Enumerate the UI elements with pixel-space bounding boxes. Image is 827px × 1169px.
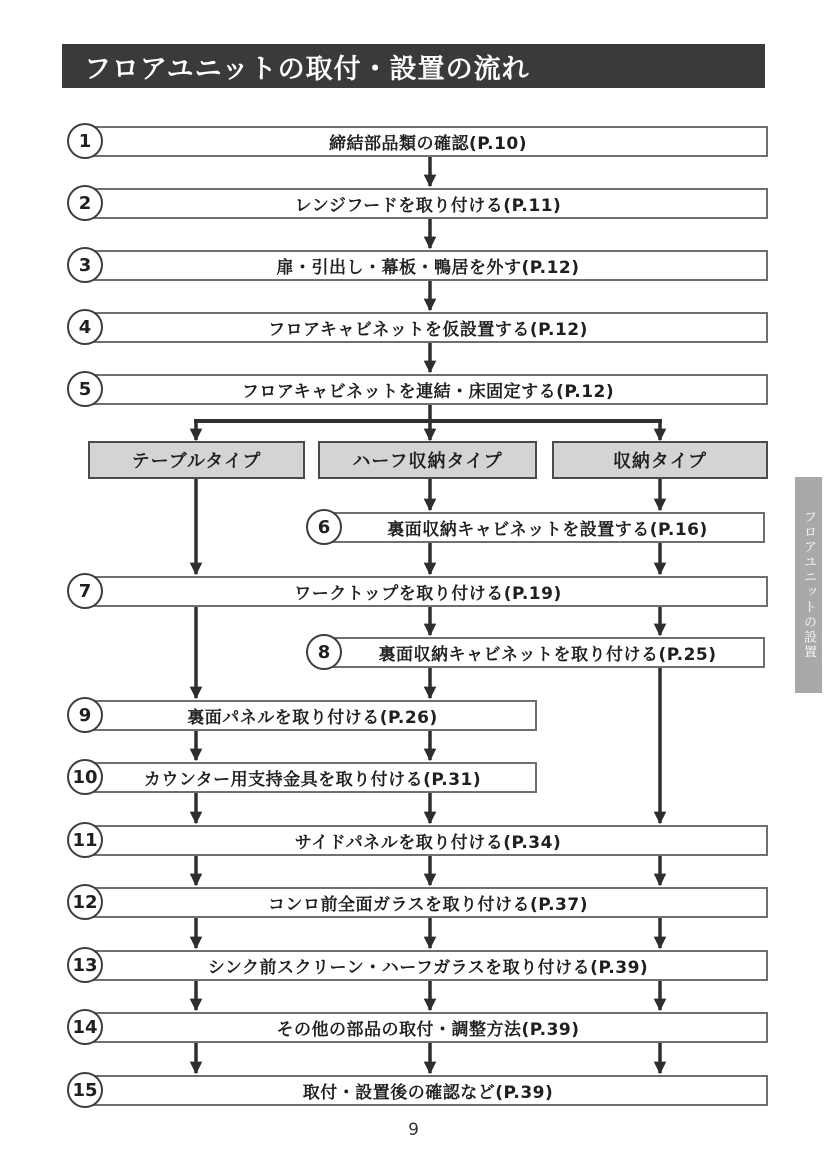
page-number: 9 (408, 1120, 419, 1140)
step-circle-15: 15 (67, 1072, 103, 1108)
step-circle-12: 12 (67, 884, 103, 920)
step-box-8: 裏面収納キャビネットを取り付ける(P.25) (330, 637, 765, 668)
step-box-12: コンロ前全面ガラスを取り付ける(P.37) (88, 887, 768, 918)
branch-box-half-storage-type: ハーフ収納タイプ (318, 441, 537, 479)
step-circle-6: 6 (306, 509, 342, 545)
step-box-3: 扉・引出し・幕板・鴨居を外す(P.12) (88, 250, 768, 281)
step-box-7: ワークトップを取り付ける(P.19) (88, 576, 768, 607)
step-box-9: 裏面パネルを取り付ける(P.26) (88, 700, 537, 731)
step-box-11: サイドパネルを取り付ける(P.34) (88, 825, 768, 856)
step-circle-13: 13 (67, 947, 103, 983)
step-circle-7: 7 (67, 573, 103, 609)
step-circle-10: 10 (67, 759, 103, 795)
step-box-4: フロアキャビネットを仮設置する(P.12) (88, 312, 768, 343)
step-circle-14: 14 (67, 1009, 103, 1045)
step-box-13: シンク前スクリーン・ハーフガラスを取り付ける(P.39) (88, 950, 768, 981)
step-circle-5: 5 (67, 371, 103, 407)
step-box-10: カウンター用支持金具を取り付ける(P.31) (88, 762, 537, 793)
step-circle-9: 9 (67, 697, 103, 733)
step-circle-2: 2 (67, 185, 103, 221)
step-box-2: レンジフードを取り付ける(P.11) (88, 188, 768, 219)
step-circle-4: 4 (67, 309, 103, 345)
step-box-1: 締結部品類の確認(P.10) (88, 126, 768, 157)
step-box-5: フロアキャビネットを連結・床固定する(P.12) (88, 374, 768, 405)
branch-box-storage-type: 収納タイプ (552, 441, 768, 479)
step-box-6: 裏面収納キャビネットを設置する(P.16) (330, 512, 765, 543)
step-box-14: その他の部品の取付・調整方法(P.39) (88, 1012, 768, 1043)
step-circle-1: 1 (67, 123, 103, 159)
section-side-tab: フロアユニットの設置 (795, 477, 822, 693)
page-title: フロアユニットの取付・設置の流れ (62, 44, 765, 88)
step-box-15: 取付・設置後の確認など(P.39) (88, 1075, 768, 1106)
step-circle-8: 8 (306, 634, 342, 670)
step-circle-3: 3 (67, 247, 103, 283)
branch-box-table-type: テーブルタイプ (88, 441, 305, 479)
step-circle-11: 11 (67, 822, 103, 858)
